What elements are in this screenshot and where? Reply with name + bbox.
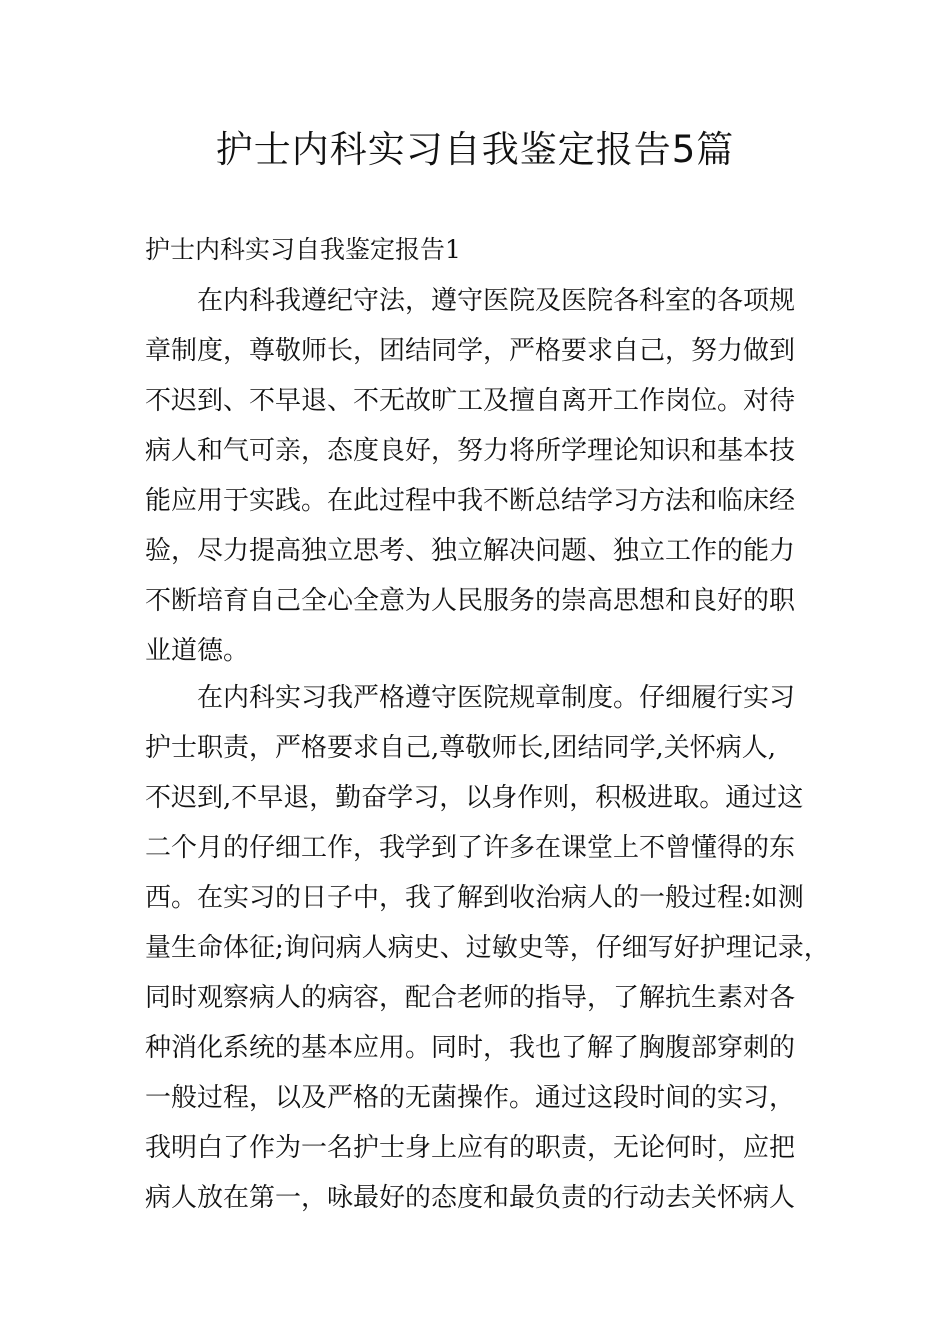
paragraph-line: 能应用于实践。在此过程中我不断总结学习方法和临床经 (145, 486, 796, 516)
document-title: 护士内科实习自我鉴定报告5篇 (215, 128, 735, 171)
paragraph-2 (145, 673, 830, 1223)
paragraph-line: 护士职责，严格要求自己,尊敬师长,团结同学,关怀病人, (145, 733, 777, 763)
paragraph-line: 同时观察病人的病容，配合老师的指导，了解抗生素对各 (145, 983, 796, 1013)
paragraph-line: 章制度，尊敬师长，团结同学，严格要求自己，努力做到 (145, 336, 796, 366)
paragraph-1 (145, 276, 810, 676)
paragraph-line: 病人放在第一，咏最好的态度和最负责的行动去关怀病人 (145, 1183, 796, 1213)
paragraph-line: 验，尽力提高独立思考、独立解决问题、独立工作的能力 (145, 536, 796, 566)
paragraph-line: 不断培育自己全心全意为人民服务的崇高思想和良好的职 (145, 586, 796, 616)
paragraph-line: 种消化系统的基本应用。同时，我也了解了胸腹部穿刺的 (145, 1033, 796, 1063)
paragraph-line: 业道德。 (145, 636, 250, 666)
paragraph-line: 量生命体征;询问病人病史、过敏史等，仔细写好护理记录， (145, 933, 830, 963)
paragraph-line: 病人和气可亲，态度良好，努力将所学理论知识和基本技 (145, 436, 796, 466)
paragraph-line: 西。在实习的日子中，我了解到收治病人的一般过程:如测 (145, 883, 804, 913)
paragraph-line: 在内科实习我严格遵守医院规章制度。仔细履行实习 (145, 683, 796, 713)
paragraph-line: 我明白了作为一名护士身上应有的职责，无论何时，应把 (145, 1133, 796, 1163)
paragraph-line: 二个月的仔细工作，我学到了许多在课堂上不曾懂得的东 (145, 833, 796, 863)
section-heading: 护士内科实习自我鉴定报告1 (145, 235, 461, 264)
paragraph-line: 一般过程，以及严格的无菌操作。通过这段时间的实习， (145, 1083, 796, 1113)
paragraph-line: 不迟到,不早退，勤奋学习，以身作则，积极进取。通过这 (145, 783, 804, 813)
paragraph-line: 不迟到、不早退、不无故旷工及擅自离开工作岗位。对待 (145, 386, 796, 416)
paragraph-line: 在内科我遵纪守法，遵守医院及医院各科室的各项规 (145, 286, 796, 316)
